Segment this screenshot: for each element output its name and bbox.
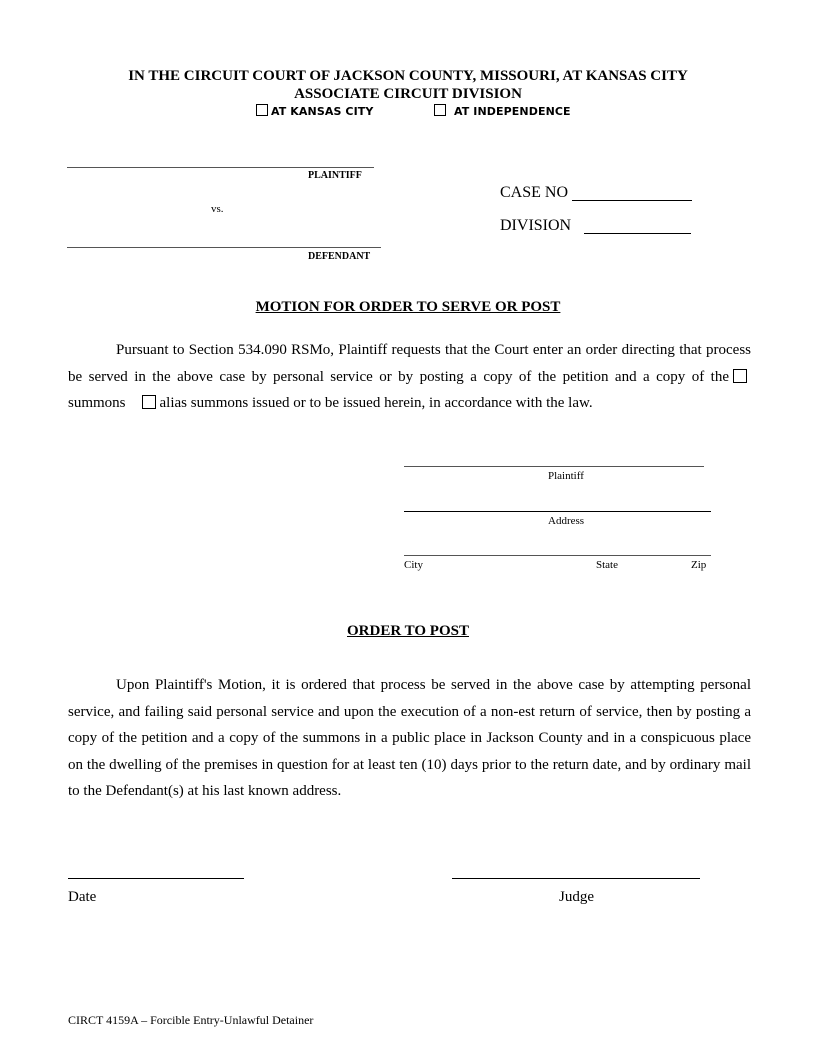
- order-title: ORDER TO POST: [347, 623, 469, 639]
- motion-paragraph: [68, 337, 751, 417]
- plaintiff-label: PLAINTIFF: [308, 170, 362, 181]
- vs-label: vs.: [211, 203, 224, 215]
- summons-checkbox[interactable]: [733, 369, 747, 383]
- case-no-field[interactable]: [572, 200, 692, 201]
- judge-signature-line[interactable]: [452, 878, 700, 879]
- order-paragraph: [68, 672, 751, 805]
- form-footer: CIRCT 4159A – Forcible Entry-Unlawful Detainer: [68, 1013, 314, 1027]
- city-state-zip-line[interactable]: [404, 555, 711, 556]
- motion-text-b: alias summons issued or to be issued herein, in accordance with the law.: [159, 395, 593, 411]
- alias-summons-checkbox[interactable]: [142, 395, 156, 409]
- plaintiff-signature-line[interactable]: [404, 466, 704, 467]
- city-label: City: [404, 559, 423, 571]
- defendant-label: DEFENDANT: [308, 251, 371, 262]
- address-label: Address: [548, 515, 585, 527]
- order-text: Upon Plaintiff's Motion, it is ordered that process be served in the above case by attempting personal service, and failing said personal service and upon the execution of a non-est return of service, then by posting a copy of the petition and a copy of the summons in a public place in Jackson County and in a conspicuous place on the dwelling of the premises in question for at least ten (10) days prior to the return date, and by ordinary mail to the Defendant(s) at his last known address.: [68, 677, 751, 799]
- court-heading: IN THE CIRCUIT COURT OF JACKSON COUNTY, MISSOURI, AT KANSAS CITY: [128, 68, 688, 84]
- kansas-city-checkbox[interactable]: [256, 104, 268, 116]
- case-no-label: CASE NO: [500, 184, 569, 201]
- state-label: State: [596, 559, 618, 571]
- division-label: DIVISION: [500, 217, 572, 234]
- date-label: Date: [68, 889, 97, 905]
- plaintiff-name-line[interactable]: [67, 167, 374, 168]
- defendant-name-line[interactable]: [67, 247, 381, 248]
- date-signature-line[interactable]: [68, 878, 244, 879]
- independence-label: AT INDEPENDENCE: [454, 105, 571, 118]
- motion-text-a: Pursuant to Section 534.090 RSMo, Plaintiff requests that the Court enter an order directing that process be served in the above case by personal service or by posting a copy of the petition and a copy of the: [68, 342, 751, 385]
- motion-title: MOTION FOR ORDER TO SERVE OR POST: [255, 299, 561, 315]
- division-heading: ASSOCIATE CIRCUIT DIVISION: [294, 86, 522, 102]
- independence-checkbox[interactable]: [434, 104, 446, 116]
- division-field[interactable]: [584, 233, 691, 234]
- zip-label: Zip: [691, 559, 707, 571]
- option-independence[interactable]: [434, 104, 571, 118]
- option-kansas-city[interactable]: [256, 104, 373, 118]
- judge-label: Judge: [559, 889, 594, 905]
- address-line[interactable]: [404, 511, 711, 512]
- summons-label: summons: [68, 395, 126, 411]
- signature-plaintiff-label: Plaintiff: [548, 470, 584, 482]
- kansas-city-label: AT KANSAS CITY: [271, 105, 374, 118]
